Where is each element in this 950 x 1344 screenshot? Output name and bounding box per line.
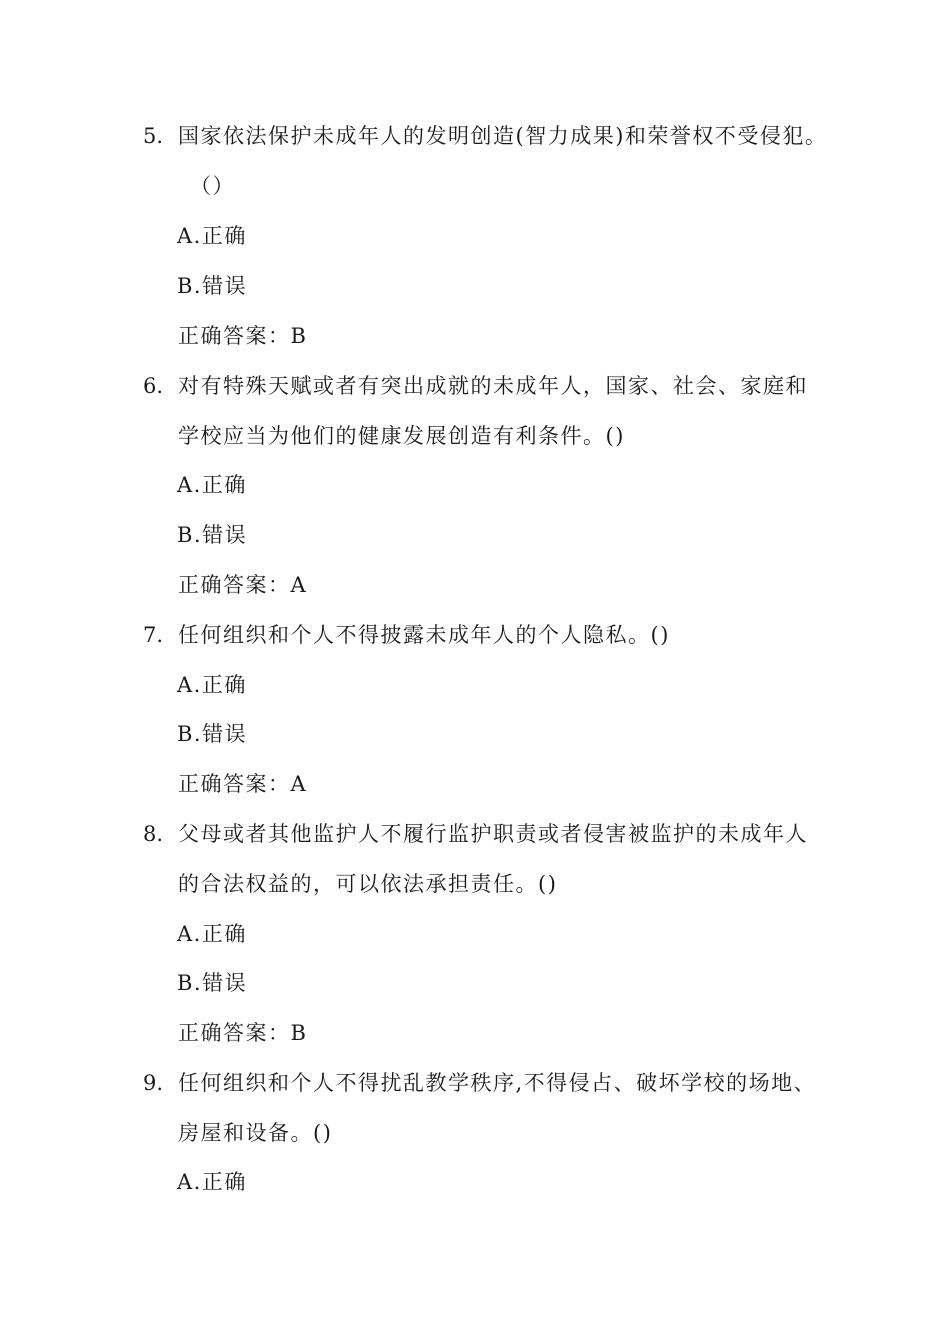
option-a: A.正确 — [177, 1170, 247, 1194]
question-text: 对有特殊天赋或者有突出成就的未成年人，国家、社会、家庭和 — [178, 374, 808, 398]
question-number: 6. — [143, 374, 164, 398]
option-a: A.正确 — [177, 673, 247, 697]
option-b: B.错误 — [177, 274, 248, 298]
correct-answer: 正确答案：B — [178, 1021, 308, 1045]
question-text-continued: 学校应当为他们的健康发展创造有利条件。() — [178, 424, 625, 448]
question-text: 任何组织和个人不得披露未成年人的个人隐私。() — [178, 623, 670, 647]
option-a: A.正确 — [177, 922, 247, 946]
correct-answer: 正确答案：A — [178, 573, 308, 597]
question-number: 5. — [143, 124, 164, 148]
question-text-continued: （） — [190, 174, 235, 198]
question-number: 7. — [143, 623, 164, 647]
question-text: 父母或者其他监护人不履行监护职责或者侵害被监护的未成年人 — [178, 822, 808, 846]
option-b: B.错误 — [177, 722, 248, 746]
correct-answer: 正确答案：B — [178, 324, 308, 348]
option-a: A.正确 — [177, 224, 247, 248]
question-number: 9. — [143, 1071, 164, 1095]
question-text: 任何组织和个人不得扰乱教学秩序,不得侵占、破坏学校的场地、 — [178, 1071, 817, 1095]
question-text-continued: 的合法权益的，可以依法承担责任。() — [178, 872, 558, 896]
option-a: A.正确 — [177, 473, 247, 497]
question-text: 国家依法保护未成年人的发明创造(智力成果)和荣誉权不受侵犯。 — [178, 124, 828, 148]
option-b: B.错误 — [177, 971, 248, 995]
question-number: 8. — [143, 822, 164, 846]
question-text-continued: 房屋和设备。() — [178, 1121, 333, 1145]
option-b: B.错误 — [177, 523, 248, 547]
correct-answer: 正确答案：A — [178, 772, 308, 796]
